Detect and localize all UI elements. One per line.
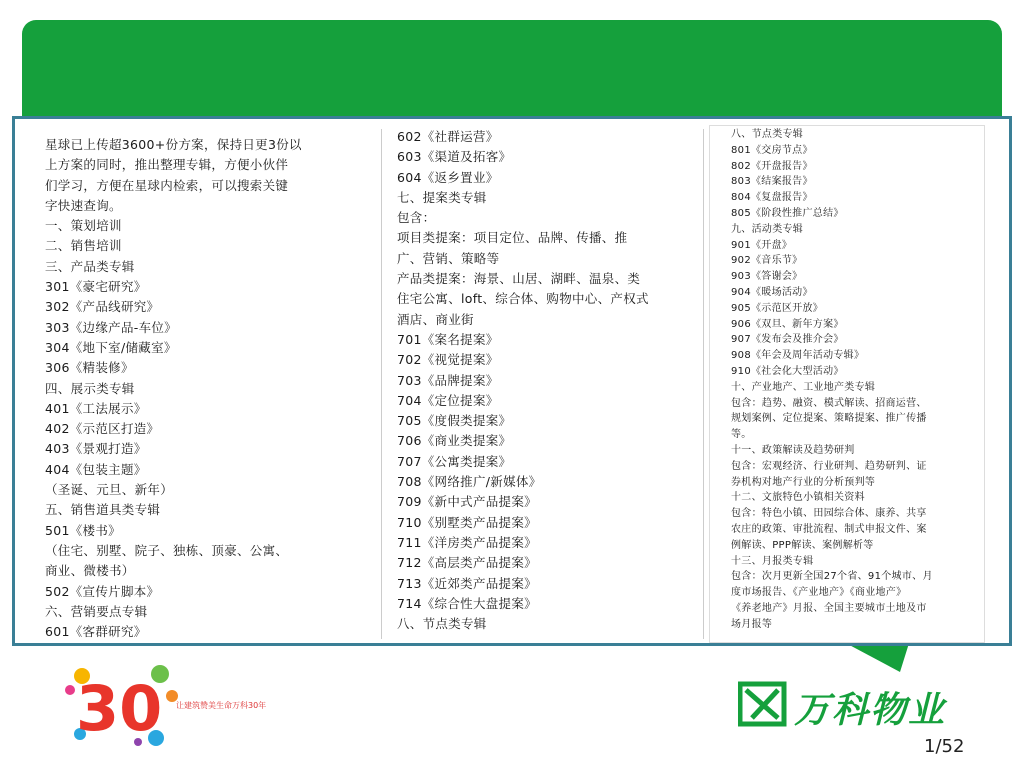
text-line: 908《年会及周年活动专辑》 [731, 350, 865, 362]
column-divider [703, 129, 704, 639]
text-line: 九、活动类专辑 [731, 223, 804, 235]
text-line: 星球已上传超3600+份方案，保持日更3份以 [45, 137, 302, 152]
text-line: 712《高层类产品提案》 [397, 555, 537, 571]
text-line: 703《品牌提案》 [397, 372, 499, 388]
text-line: 502《宣传片脚本》 [45, 583, 160, 599]
text-line: 项目类提案：项目定位、品牌、传播、推 [397, 230, 628, 246]
text-line: 农庄的政策、审批流程、制式申报文件、案 [731, 523, 927, 535]
text-line: 905《示范区开放》 [731, 302, 824, 314]
text-line: 字快速查询。 [45, 197, 122, 213]
text-line: 701《案名提案》 [397, 331, 499, 347]
text-line: 704《定位提案》 [397, 392, 499, 408]
text-line: 803《结案报告》 [731, 176, 813, 188]
text-line: 等。 [731, 429, 752, 441]
text-line: 603《渠道及拓客》 [397, 149, 512, 165]
text-line: 券机构对地产行业的分析预判等 [731, 476, 876, 488]
text-line: 十、产业地产、工业地产类专辑 [731, 381, 876, 393]
text-line: 706《商业类提案》 [397, 433, 512, 449]
text-line: 601《客群研究》 [45, 624, 147, 640]
text-line: 805《阶段性推广总结》 [731, 207, 844, 219]
text-line: 401《工法展示》 [45, 400, 147, 416]
text-line: 包含： [397, 210, 436, 226]
text-line: 例解读、PPP解读、案例解析等 [731, 539, 874, 551]
text-line: 304《地下室/储藏室》 [45, 339, 177, 355]
text-line: 商业、微楼书） [45, 563, 135, 579]
text-line: 602《社群运营》 [397, 129, 499, 144]
text-line: 《养老地产》月报、全国主要城市土地及市 [731, 602, 927, 614]
text-line: 802《开盘报告》 [731, 160, 813, 172]
anniversary-30-logo [60, 656, 180, 748]
text-line: 住宅公寓、loft、综合体、购物中心、产权式 [397, 291, 649, 307]
text-line: 714《综合性大盘提案》 [397, 595, 537, 611]
text-line: 包含：趋势、融资、模式解读、招商运营、 [731, 397, 927, 409]
company-name: 万科物业 [794, 690, 947, 731]
text-line: 上方案的同时，推出整理专辑，方便小伙伴 [45, 157, 289, 173]
text-line: 404《包装主题》 [45, 461, 147, 477]
text-line: 产品类提案：海景、山居、湖畔、温泉、类 [397, 271, 641, 287]
page-number: 1/52 [924, 736, 965, 757]
text-line: 711《洋房类产品提案》 [397, 534, 537, 550]
text-line: 包含：宏观经济、行业研判、趋势研判、证 [731, 460, 927, 472]
text-line: 八、节点类专辑 [731, 129, 804, 140]
text-line: 707《公寓类提案》 [397, 453, 512, 469]
text-line: 十三、月报类专辑 [731, 555, 814, 567]
text-line: 910《社会化大型活动》 [731, 365, 844, 377]
text-line: 708《网络推广/新媒体》 [397, 474, 542, 490]
text-line: 包含：特色小镇、田园综合体、康养、共享 [731, 508, 927, 520]
text-line: 十一、政策解读及趋势研判 [731, 444, 855, 456]
text-line: 十二、文旅特色小镇相关资料 [731, 492, 865, 504]
text-line: 904《暖场活动》 [731, 286, 813, 298]
text-line: 710《别墅类产品提案》 [397, 514, 537, 530]
middle-text-column [397, 127, 697, 634]
right-text-column [731, 127, 997, 633]
text-line: 705《度假类提案》 [397, 413, 512, 429]
text-line: 709《新中式产品提案》 [397, 494, 537, 510]
text-line: 301《豪宅研究》 [45, 279, 147, 295]
text-line: 包含：次月更新全国27个省、91个城市、月 [731, 571, 933, 583]
text-line: 713《近郊类产品提案》 [397, 575, 537, 591]
left-text-column [45, 135, 375, 642]
text-line: 七、提案类专辑 [397, 189, 487, 205]
text-line: 酒店、商业街 [397, 311, 474, 327]
text-line: 907《发布会及推介会》 [731, 334, 844, 346]
text-line: （圣诞、元旦、新年） [45, 482, 174, 498]
text-line: 六、营销要点专辑 [45, 603, 148, 619]
text-line: 906《双旦、新年方案》 [731, 318, 844, 330]
text-line: 702《视觉提案》 [397, 352, 499, 368]
text-line: 们学习，方便在星球内检索，可以搜索关键 [45, 177, 289, 193]
text-line: 二、销售培训 [45, 238, 122, 254]
text-line: 604《返乡置业》 [397, 169, 499, 185]
text-line: 306《精装修》 [45, 360, 134, 376]
text-line: 302《产品线研究》 [45, 299, 160, 315]
content-screenshot-frame [12, 116, 1012, 646]
anniversary-tagline: 让建筑赞美生命万科30年 [176, 701, 267, 710]
text-line: 902《音乐节》 [731, 255, 803, 267]
text-line: 一、策划培训 [45, 218, 122, 234]
anniversary-number: 30 [76, 672, 163, 745]
text-line: 403《景观打造》 [45, 441, 147, 457]
text-line: 度市场报告、《产业地产》《商业地产》 [731, 587, 907, 599]
column-divider [381, 129, 382, 639]
text-line: 广、营销、策略等 [397, 250, 500, 266]
text-line: 402《示范区打造》 [45, 421, 160, 437]
text-line: 四、展示类专辑 [45, 380, 135, 396]
text-line: 五、销售道具类专辑 [45, 502, 161, 518]
text-line: 501《楼书》 [45, 522, 121, 538]
text-line: 三、产品类专辑 [45, 258, 135, 274]
text-line: （住宅、别墅、院子、独栋、顶豪、公寓、 [45, 542, 289, 558]
text-line: 901《开盘》 [731, 239, 793, 251]
text-line: 303《边缘产品-车位》 [45, 319, 177, 335]
text-line: 场月报等 [731, 618, 773, 630]
text-line: 804《复盘报告》 [731, 192, 813, 204]
text-line: 903《答谢会》 [731, 271, 803, 283]
text-line: 八、节点类专辑 [397, 616, 487, 632]
text-line: 801《交房节点》 [731, 144, 813, 156]
text-line: 规划案例、定位提案、策略提案、推广传播 [731, 413, 927, 425]
